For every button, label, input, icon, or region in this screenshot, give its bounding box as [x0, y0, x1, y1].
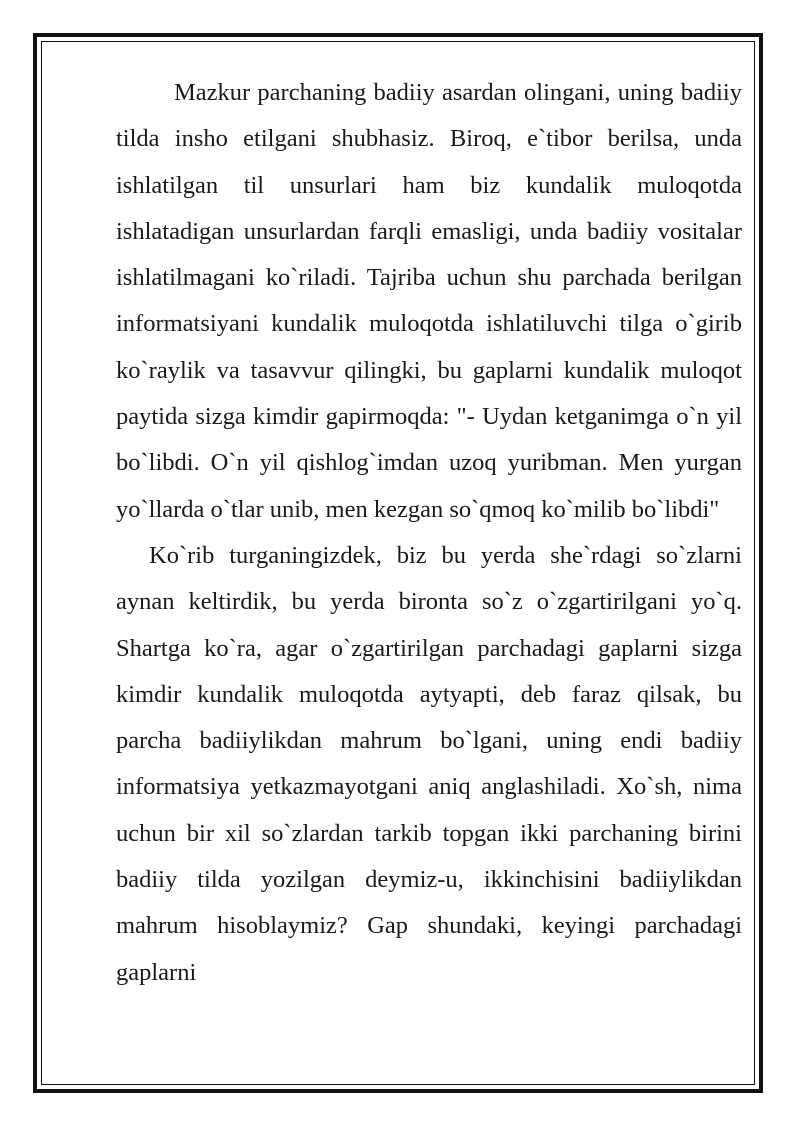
document-body [116, 70, 742, 996]
paragraph-2: Ko`rib turganingizdek, biz bu yerda she`rdagi so`zlarni aynan keltirdik, bu yerda bironta so`z o`zgartirilgani yo`q. Shartga ko`ra, agar o`zgartirilgan parchadagi gaplarni sizga kimdir kundalik muloqotda aytyapti, deb faraz qilsak, bu parcha badiiylikdan mahrum bo`lgani, uning endi badiiy informatsiya yetkazmayotgani aniq anglashiladi. Xo`sh, nima uchun bir xil so`zlardan tarkib topgan ikki parchaning birini badiiy tilda yozilgan deymiz-u, ikkinchisini badiiylikdan mahrum hisoblaymiz? Gap shundaki, keyingi parchadagi gaplarni [116, 541, 742, 986]
paragraph-1: Mazkur parchaning badiiy asardan olingani, uning badiiy tilda insho etilgani shubhasiz. Biroq, e`tibor berilsa, unda ishlatilgan til unsurlari ham biz kundalik muloqotda ishlatadigan unsurlardan farqli emasligi, unda badiiy vositalar ishlatilmagani ko`riladi. Tajriba uchun shu parchada berilgan informatsiyani kundalik muloqotda ishlatiluvchi tilga o`girib ko`raylik va tasavvur qilingki, bu gaplarni kundalik muloqot paytida sizga kimdir gapirmoqda: "- Uydan ketganimga o`n yil bo`libdi. O`n yil qishlog`imdan uzoq yuribman. Men yurgan yo`llarda o`tlar unib, men kezgan so`qmoq ko`milib bo`libdi" [116, 79, 742, 523]
